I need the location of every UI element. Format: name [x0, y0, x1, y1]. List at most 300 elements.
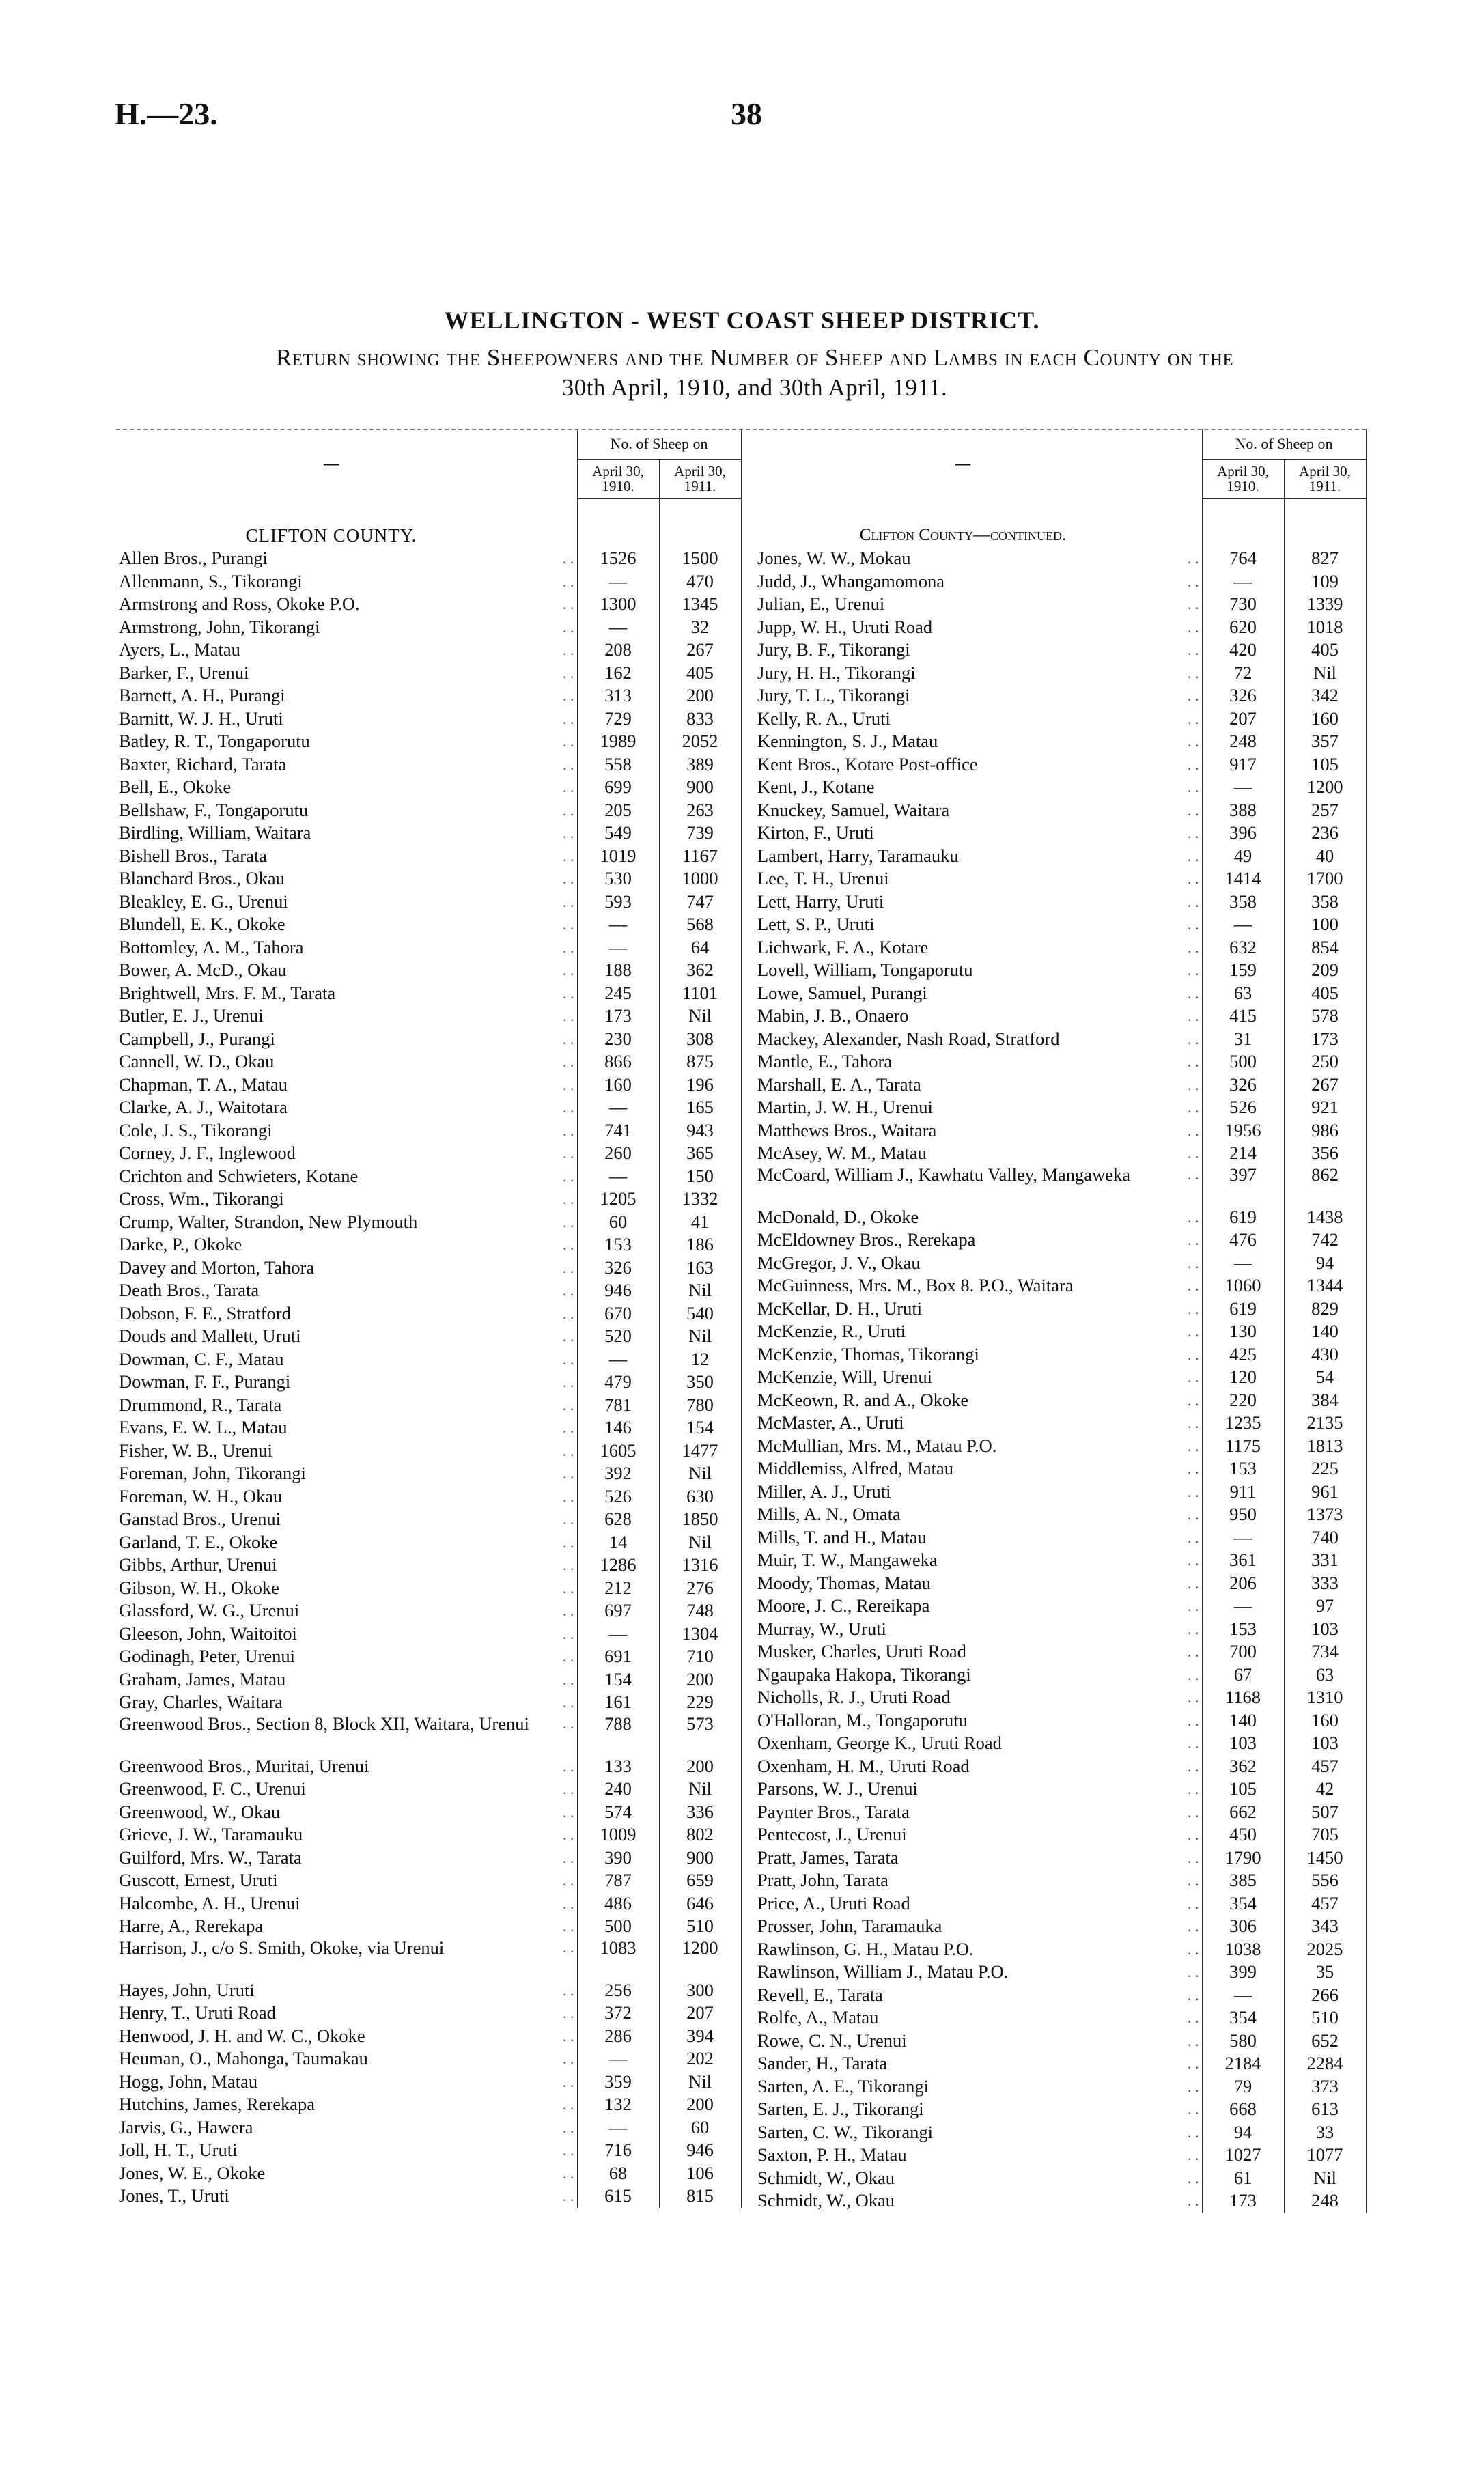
sheep-count-1911: 802 [659, 1823, 741, 1847]
owner-name: Guilford, Mrs. W., Tarata [119, 1847, 302, 1868]
table-row [116, 1050, 741, 1074]
sheep-count-1910: 500 [577, 1915, 659, 1938]
sheep-count-1910: 385 [1202, 1869, 1284, 1892]
sheep-count-1910: 699 [577, 776, 659, 799]
sheep-count-1910: — [1202, 1252, 1284, 1275]
leader-dots: . . [1188, 1803, 1199, 1821]
sheep-count-1911: 64 [659, 936, 741, 959]
table-row [755, 1142, 1366, 1165]
sheep-count-1911: 1018 [1284, 616, 1366, 639]
owner-name: Price, A., Uruti Road [757, 1892, 910, 1913]
sheep-count-1910: 700 [1202, 1640, 1284, 1664]
sheep-count-1911: 568 [659, 913, 741, 936]
owner-name: Lett, S. P., Uruti [757, 914, 875, 934]
owner-name: Prosser, John, Taramauka [757, 1916, 942, 1936]
sheep-count-1911: 1310 [1284, 1686, 1366, 1709]
sheep-count-1910: 1009 [577, 1823, 659, 1847]
leader-dots: . . [1188, 664, 1199, 682]
subtitle-line-1: Return showing the Sheepowners and the Number of Sheep and Lambs in each County on the [275, 344, 1234, 371]
owner-name: Pentecost, J., Urenui [757, 1824, 907, 1845]
sheep-count-1911: 1316 [659, 1554, 741, 1577]
owner-name: Blundell, E. K., Okoke [119, 914, 285, 934]
table-row [116, 616, 741, 639]
sheep-count-1911: 705 [1284, 1823, 1366, 1847]
owner-name: Jury, H. H., Tikorangi [757, 662, 916, 683]
leader-dots: . . [1188, 2123, 1199, 2141]
table-row [116, 1416, 741, 1440]
sheep-count-1910: 173 [1202, 2189, 1284, 2213]
sheep-count-1911: 1373 [1284, 1503, 1366, 1526]
leader-dots: . . [563, 1442, 574, 1459]
sheep-count-1910: 214 [1202, 1142, 1284, 1165]
table-row [116, 2002, 741, 2025]
section-heading-continued: Clifton County—continued. [859, 526, 1067, 544]
table-row [755, 913, 1366, 936]
sheep-count-1910: 1790 [1202, 1847, 1284, 1870]
document-reference: H.—23. [115, 96, 218, 131]
table-row [755, 547, 1366, 570]
sheep-count-1910: 105 [1202, 1778, 1284, 1801]
sheep-count-1911: Nil [1284, 662, 1366, 685]
table-row [116, 891, 741, 914]
owner-name: Mabin, J. B., Onaero [757, 1005, 909, 1026]
table-row [755, 684, 1366, 707]
table-row [755, 1961, 1366, 1984]
owner-name: Graham, James, Matau [119, 1668, 286, 1689]
sheep-count-1911: 229 [659, 1691, 741, 1714]
sheep-count-1910: 866 [577, 1050, 659, 1074]
sheep-count-1910: 392 [577, 1462, 659, 1485]
owner-name: Middlemiss, Alfred, Matau [757, 1458, 954, 1478]
sheep-count-1910: 2184 [1202, 2052, 1284, 2075]
owner-column-header: — [324, 455, 339, 472]
owner-name: Hutchins, James, Rerekapa [119, 2094, 315, 2114]
sheep-count-1910: 670 [577, 1302, 659, 1326]
april-1911-header: April 30, 1911. [659, 460, 741, 499]
leader-dots: . . [563, 1602, 574, 1619]
leader-dots: . . [563, 1304, 574, 1322]
leader-dots: . . [1188, 1165, 1199, 1183]
leader-dots: . . [1188, 893, 1199, 910]
sheep-count-1910: 788 [577, 1714, 659, 1755]
table-row [755, 799, 1366, 822]
table-row [116, 570, 741, 593]
table-row [116, 1165, 741, 1188]
leader-dots: . . [563, 1714, 574, 1732]
sheep-count-1910: 619 [1202, 1298, 1284, 1321]
sheep-count-1911: 2135 [1284, 1412, 1366, 1435]
sheep-count-1910: 399 [1202, 1961, 1284, 1984]
leader-dots: . . [1188, 755, 1199, 773]
table-row [116, 1233, 741, 1257]
sheep-count-1911: 457 [1284, 1892, 1366, 1916]
sheep-count-1911: 710 [659, 1645, 741, 1668]
table-row [116, 1645, 741, 1668]
table-row [116, 1599, 741, 1623]
sheep-count-1910: 479 [577, 1371, 659, 1394]
table-row [116, 1915, 741, 1938]
sheep-count-1910: — [577, 2047, 659, 2071]
sheep-count-1910: 61 [1202, 2167, 1284, 2190]
table-row [116, 936, 741, 959]
sheep-count-1911: 1500 [659, 547, 741, 570]
sheep-count-1911: 1101 [659, 982, 741, 1005]
table-row [755, 1028, 1366, 1051]
sheep-count-1911: 60 [659, 2116, 741, 2140]
leader-dots: . . [1188, 1689, 1199, 1706]
sheep-count-1911: 54 [1284, 1366, 1366, 1389]
sheep-count-1910: 72 [1202, 662, 1284, 685]
leader-dots: . . [563, 1213, 574, 1231]
owner-name: Lett, Harry, Uruti [757, 891, 884, 912]
leader-dots: . . [1188, 2009, 1199, 2026]
owner-name: Mantle, E., Tahora [757, 1051, 893, 1071]
owner-name: Death Bros., Tarata [119, 1280, 260, 1300]
sheep-count-1910: 146 [577, 1416, 659, 1440]
table-row [116, 1279, 741, 1302]
table-row [116, 1892, 741, 1916]
sheep-count-1910: 917 [1202, 753, 1284, 776]
sheep-count-1910: 526 [1202, 1096, 1284, 1119]
table-row [755, 2144, 1366, 2167]
sheep-count-1910: 911 [1202, 1481, 1284, 1504]
owner-name: Allenmann, S., Tikorangi [119, 570, 303, 591]
sheep-count-1910: 133 [577, 1755, 659, 1778]
table-row [116, 776, 741, 799]
leader-dots: . . [1188, 916, 1199, 933]
table-row [116, 1440, 741, 1463]
owner-name: Gibson, W. H., Okoke [119, 1577, 279, 1598]
leader-dots: . . [563, 687, 574, 704]
sheep-count-1910: 716 [577, 2139, 659, 2162]
sheep-count-1911: 196 [659, 1074, 741, 1097]
table-row [116, 707, 741, 731]
april-1911-header: April 30, 1911. [1284, 460, 1366, 499]
table-row [116, 2139, 741, 2162]
sheep-count-1910: 388 [1202, 799, 1284, 822]
leader-dots: . . [1188, 984, 1199, 1002]
owner-name: Brightwell, Mrs. F. M., Tarata [119, 982, 336, 1003]
sheep-count-1910: 361 [1202, 1549, 1284, 1572]
leader-dots: . . [563, 1030, 574, 1048]
sheep-count-1911: 248 [1284, 2189, 1366, 2213]
table-row [755, 1481, 1366, 1504]
sheep-count-1911: 150 [659, 1165, 741, 1188]
sheep-count-1910: 619 [1202, 1206, 1284, 1229]
leader-dots: . . [563, 550, 574, 567]
sheep-count-1910: 205 [577, 799, 659, 822]
owner-name: Bower, A. McD., Okau [119, 959, 287, 980]
sheep-count-1911: 573 [659, 1714, 741, 1755]
sheep-count-1911: 342 [1284, 684, 1366, 707]
owner-name: Jarvis, G., Hawera [119, 2116, 253, 2137]
sheep-count-1910: 691 [577, 1645, 659, 1668]
leader-dots: . . [563, 733, 574, 750]
table-row [755, 1096, 1366, 1119]
sheep-count-1910: 549 [577, 822, 659, 845]
owner-name: Judd, J., Whangamomona [757, 570, 945, 591]
owner-name: Allen Bros., Purangi [119, 548, 268, 568]
sheep-count-1911: 1304 [659, 1623, 741, 1646]
leader-dots: . . [563, 1145, 574, 1162]
owner-name: Drummond, R., Tarata [119, 1394, 282, 1415]
sheep-count-1910: 486 [577, 1892, 659, 1916]
sheep-count-1910: — [577, 570, 659, 593]
leader-dots: . . [563, 1938, 574, 1956]
leader-dots: . . [1188, 779, 1199, 796]
sheep-count-1911: 740 [1284, 1526, 1366, 1549]
leader-dots: . . [1188, 2146, 1199, 2163]
table-row [116, 845, 741, 868]
owner-name: Chapman, T. A., Matau [119, 1074, 288, 1095]
sheep-count-1910: 1083 [577, 1938, 659, 1979]
leader-dots: . . [1188, 1986, 1199, 2004]
leader-dots: . . [1188, 1528, 1199, 1546]
sheep-count-1911: 510 [659, 1915, 741, 1938]
table-row [755, 707, 1366, 731]
leader-dots: . . [563, 2073, 574, 2090]
left-owner-table [116, 429, 742, 2208]
leader-dots: . . [563, 1007, 574, 1024]
owner-name: Greenwood, F. C., Urenui [119, 1778, 306, 1799]
table-row [755, 1389, 1366, 1412]
sheep-count-1911: 202 [659, 2047, 741, 2071]
sheep-count-1910: 372 [577, 2002, 659, 2025]
sheep-count-1910: 60 [577, 1211, 659, 1234]
owner-name: McCoard, William J., Kawhatu Valley, Mangaweka [757, 1164, 1130, 1185]
leader-dots: . . [1188, 1894, 1199, 1912]
leader-dots: . . [1188, 1918, 1199, 1935]
owner-name: Ngaupaka Hakopa, Tikorangi [757, 1664, 971, 1685]
table-row [755, 1869, 1366, 1892]
table-row [116, 639, 741, 662]
leader-dots: . . [1188, 1735, 1199, 1752]
sheep-count-1910: 787 [577, 1869, 659, 1892]
sheep-count-1911: 266 [1284, 1984, 1366, 2007]
leader-dots: . . [1188, 1231, 1199, 1248]
sheep-count-1911: 946 [659, 2139, 741, 2162]
sheep-count-1911: 267 [1284, 1074, 1366, 1097]
sheep-count-1910: 1038 [1202, 1938, 1284, 1961]
owner-name: Dobson, F. E., Stratford [119, 1302, 291, 1323]
table-row [755, 753, 1366, 776]
table-row [116, 959, 741, 982]
april-1910-header: April 30, 1910. [577, 460, 659, 499]
leader-dots: . . [563, 1826, 574, 1843]
sheep-count-1911: 2025 [1284, 1938, 1366, 1961]
sheep-count-1911: 394 [659, 2025, 741, 2048]
sheep-count-1911: 336 [659, 1801, 741, 1824]
table-row [755, 1938, 1366, 1961]
table-row [755, 1572, 1366, 1595]
owner-name: Musker, Charles, Uruti Road [757, 1641, 966, 1661]
leader-dots: . . [563, 1282, 574, 1299]
leader-dots: . . [1188, 1414, 1199, 1431]
owner-name: Greenwood Bros., Muritai, Urenui [119, 1755, 369, 1776]
leader-dots: . . [563, 710, 574, 727]
leader-dots: . . [563, 2004, 574, 2021]
owner-name: Saxton, P. H., Matau [757, 2144, 907, 2165]
sheep-count-1910: 153 [1202, 1618, 1284, 1641]
leader-dots: . . [1188, 1391, 1199, 1409]
owner-name: Lowe, Samuel, Purangi [757, 982, 927, 1003]
sheep-count-1911: 739 [659, 822, 741, 845]
owner-name: Darke, P., Okoke [119, 1234, 242, 1254]
leader-dots: . . [563, 1259, 574, 1276]
owner-name: Pratt, James, Tarata [757, 1847, 899, 1868]
table-row [755, 1686, 1366, 1709]
owner-name: Lambert, Harry, Taramauku [757, 845, 959, 866]
table-row [755, 2189, 1366, 2213]
sheep-count-1910: 396 [1202, 822, 1284, 845]
owner-name: Douds and Mallett, Uruti [119, 1326, 301, 1346]
sheep-count-1911: Nil [1284, 2167, 1366, 2190]
owner-name: Butler, E. J., Urenui [119, 1005, 264, 1026]
leader-dots: . . [1188, 2077, 1199, 2095]
owner-name: Bishell Bros., Tarata [119, 845, 267, 866]
sheep-count-1910: 159 [1202, 959, 1284, 982]
leader-dots: . . [563, 2118, 574, 2136]
sheep-count-1911: 250 [1284, 1050, 1366, 1074]
leader-dots: . . [1188, 1323, 1199, 1340]
sheep-count-1910: 14 [577, 1531, 659, 1554]
owner-name: Nicholls, R. J., Uruti Road [757, 1687, 951, 1707]
owner-name: Greenwood Bros., Section 8, Block XII, Waitara, Urenui [119, 1713, 529, 1734]
sheep-count-1911: 173 [1284, 1028, 1366, 1051]
sheep-count-1910: 476 [1202, 1229, 1284, 1252]
sheep-count-1910: 313 [577, 684, 659, 707]
sheep-count-1911: 42 [1284, 1778, 1366, 1801]
sheep-count-1911: 331 [1284, 1549, 1366, 1572]
leader-dots: . . [1188, 1711, 1199, 1729]
leader-dots: . . [1188, 1666, 1199, 1683]
sheep-count-1911: 1200 [659, 1938, 741, 1979]
sheep-count-1910: — [577, 1623, 659, 1646]
leader-dots: . . [1188, 870, 1199, 887]
table-row [116, 1074, 741, 1097]
leader-dots: . . [563, 962, 574, 979]
leader-dots: . . [1188, 1369, 1199, 1386]
sheep-count-1910: 1027 [1202, 2144, 1284, 2167]
owner-name: Murray, W., Uruti [757, 1618, 886, 1639]
table-row [755, 2052, 1366, 2075]
leader-dots: . . [1188, 1208, 1199, 1226]
sheep-count-1910: 260 [577, 1142, 659, 1165]
sheep-count-1910: 103 [1202, 1732, 1284, 1755]
leader-dots: . . [563, 1236, 574, 1253]
table-row [755, 845, 1366, 868]
owner-name: Jupp, W. H., Uruti Road [757, 616, 933, 637]
owner-name: Grieve, J. W., Taramauku [119, 1824, 303, 1845]
leader-dots: . . [1188, 1053, 1199, 1070]
owner-name: Jones, W. W., Mokau [757, 548, 911, 568]
owner-name: McMaster, A., Uruti [757, 1412, 904, 1433]
leader-dots: . . [1188, 1277, 1199, 1294]
sheep-count-1910: 207 [1202, 707, 1284, 731]
sheep-count-1910: — [577, 913, 659, 936]
sheep-count-1911: 257 [1284, 799, 1366, 822]
table-row [116, 662, 741, 685]
owner-name: Parsons, W. J., Urenui [757, 1778, 918, 1799]
sheep-count-1911: 263 [659, 799, 741, 822]
table-row [116, 1938, 741, 1979]
sheep-count-1911: 734 [1284, 1640, 1366, 1664]
sheep-count-1911: 1077 [1284, 2144, 1366, 2167]
leader-dots: . . [563, 1053, 574, 1070]
sheep-count-1911: 630 [659, 1485, 741, 1509]
owner-name: Corney, J. F., Inglewood [119, 1142, 296, 1163]
sheep-count-1910: 188 [577, 959, 659, 982]
leader-dots: . . [563, 1803, 574, 1821]
sheep-count-1910: 764 [1202, 547, 1284, 570]
owner-name: Julian, E., Urenui [757, 593, 885, 614]
sheep-count-1911: 430 [1284, 1343, 1366, 1366]
sheep-count-1911: 357 [1284, 730, 1366, 753]
sheep-count-1911: 200 [659, 684, 741, 707]
table-row [755, 1595, 1366, 1618]
sheep-count-1910: 1060 [1202, 1274, 1284, 1298]
table-row [116, 593, 741, 616]
sheep-count-1911: 470 [659, 570, 741, 593]
sheep-count-1911: 1339 [1284, 593, 1366, 616]
sheep-count-1910: 1989 [577, 730, 659, 753]
leader-dots: . . [1188, 1460, 1199, 1477]
table-row [116, 1142, 741, 1165]
sheep-count-1910: 49 [1202, 845, 1284, 868]
owner-name: Barnitt, W. J. H., Uruti [119, 707, 283, 729]
leader-dots: . . [1188, 1757, 1199, 1775]
table-row [755, 1165, 1366, 1206]
sheep-count-1910: — [1202, 1984, 1284, 2007]
right-owner-table [755, 429, 1367, 2213]
sheep-count-1911: 815 [659, 2185, 741, 2208]
leader-dots: . . [1188, 550, 1199, 567]
sheep-count-1910: 741 [577, 1119, 659, 1142]
table-row [755, 1298, 1366, 1321]
table-row [116, 1005, 741, 1028]
leader-dots: . . [1188, 801, 1199, 819]
owner-name: Guscott, Ernest, Uruti [119, 1870, 278, 1890]
owner-name: McKellar, D. H., Uruti [757, 1298, 923, 1319]
sheep-count-1911: 350 [659, 1371, 741, 1394]
leader-dots: . . [563, 893, 574, 910]
page-subtitle [123, 343, 1386, 403]
leader-dots: . . [563, 1419, 574, 1436]
leader-dots: . . [563, 1167, 574, 1185]
owner-name: Ayers, L., Matau [119, 639, 240, 660]
sheep-count-1911: 343 [1284, 1915, 1366, 1938]
sheep-count-1910: — [1202, 1595, 1284, 1618]
owner-name: McEldowney Bros., Rerekapa [757, 1229, 976, 1250]
leader-dots: . . [1188, 1506, 1199, 1523]
table-row [116, 1623, 741, 1646]
leader-dots: . . [563, 1670, 574, 1688]
owner-name: Henry, T., Uruti Road [119, 2002, 276, 2023]
leader-dots: . . [1188, 1437, 1199, 1455]
sheep-count-1911: 160 [1284, 1709, 1366, 1733]
sheep-count-1911: 267 [659, 639, 741, 662]
sheep-count-1911: 106 [659, 2162, 741, 2185]
owner-name: Campbell, J., Purangi [119, 1028, 275, 1049]
owner-name: Pratt, John, Tarata [757, 1870, 888, 1890]
leader-dots: . . [1188, 1121, 1199, 1139]
owner-name: McKenzie, R., Uruti [757, 1321, 906, 1341]
table-row [116, 1577, 741, 1600]
owner-name: Fisher, W. B., Urenui [119, 1440, 272, 1461]
sheep-count-1910: 212 [577, 1577, 659, 1600]
table-row [755, 570, 1366, 593]
owner-name: Cole, J. S., Tikorangi [119, 1119, 272, 1140]
